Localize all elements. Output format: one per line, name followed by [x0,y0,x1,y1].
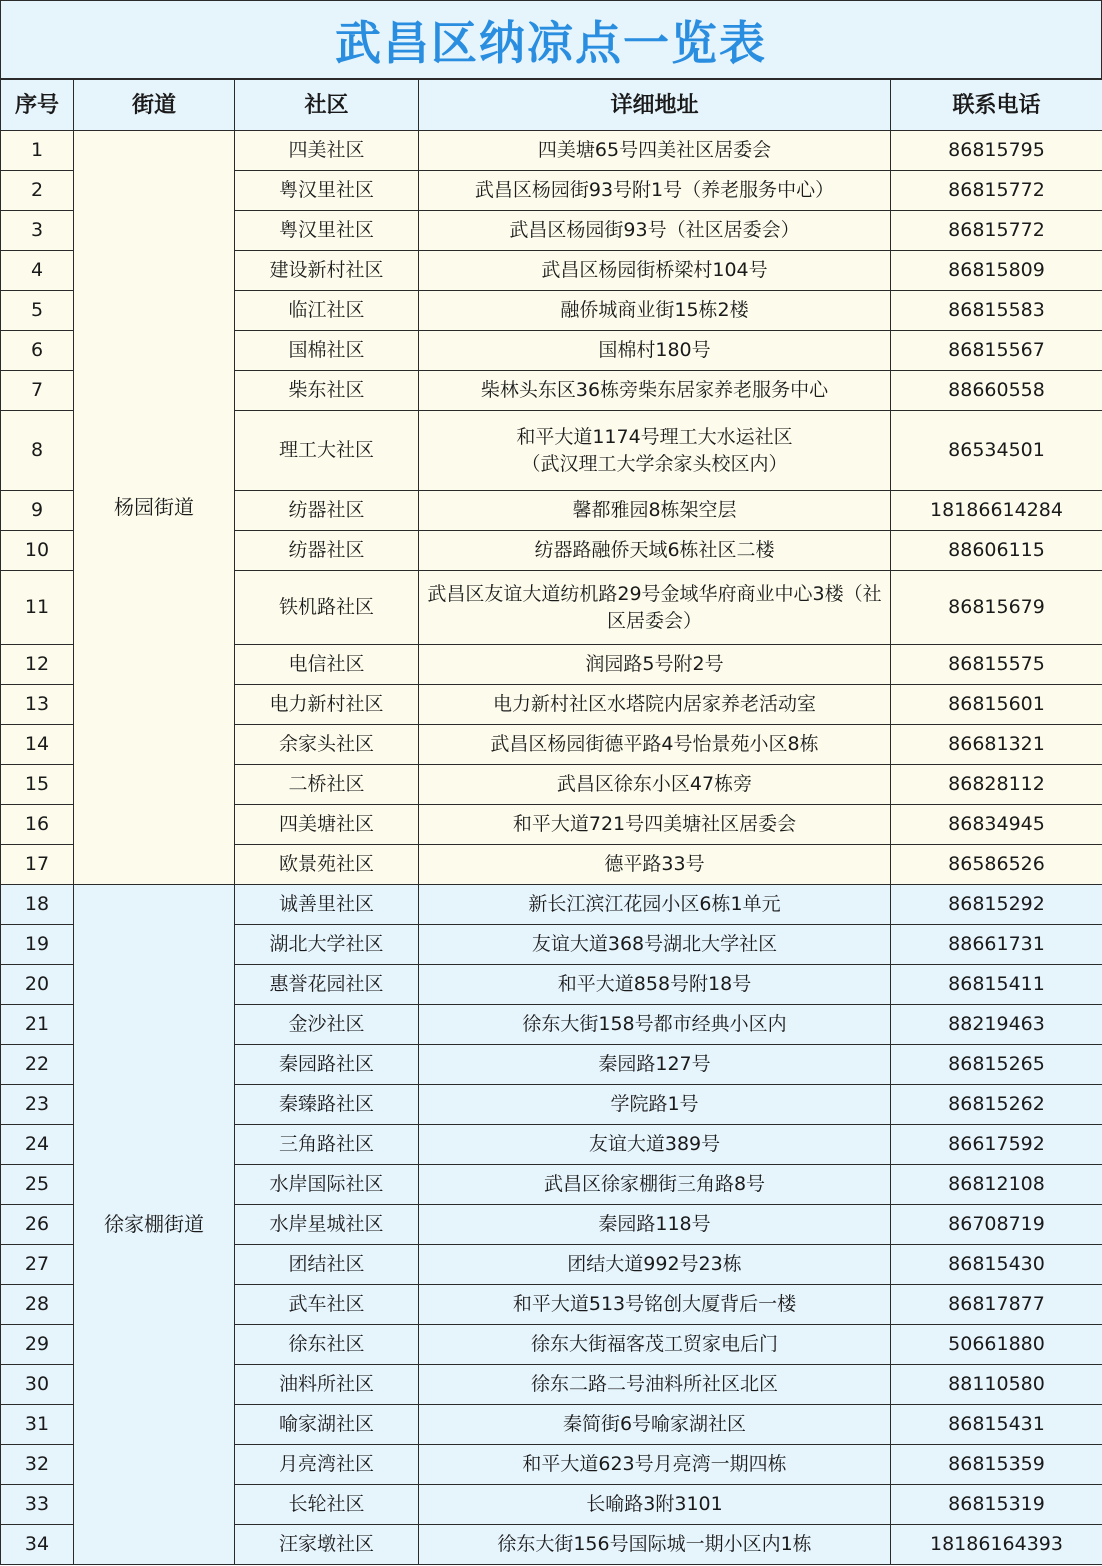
row-phone: 86815319 [891,1485,1102,1525]
row-community: 三角路社区 [235,1125,419,1165]
row-community: 纺器社区 [235,531,419,571]
row-phone: 86617592 [891,1125,1102,1165]
row-community: 秦臻路社区 [235,1085,419,1125]
row-community: 金沙社区 [235,1005,419,1045]
row-phone: 86815601 [891,685,1102,725]
row-community: 粤汉里社区 [235,171,419,211]
row-seq: 14 [1,725,74,765]
row-phone: 86815772 [891,211,1102,251]
row-community: 纺器社区 [235,491,419,531]
row-address: 秦园路127号 [419,1045,891,1085]
row-seq: 4 [1,251,74,291]
row-community: 二桥社区 [235,765,419,805]
row-address: 新长江滨江花园小区6栋1单元 [419,885,891,925]
row-address: 长喻路3附3101 [419,1485,891,1525]
row-address: 纺器路融侨天域6栋社区二楼 [419,531,891,571]
row-seq: 13 [1,685,74,725]
row-community: 惠誉花园社区 [235,965,419,1005]
row-community: 临江社区 [235,291,419,331]
row-community: 建设新村社区 [235,251,419,291]
row-phone: 88219463 [891,1005,1102,1045]
row-seq: 27 [1,1245,74,1285]
row-seq: 34 [1,1525,74,1565]
row-seq: 11 [1,571,74,645]
row-phone: 86815430 [891,1245,1102,1285]
row-phone: 86815292 [891,885,1102,925]
row-phone: 86815262 [891,1085,1102,1125]
row-address: 武昌区杨园街德平路4号怡景苑小区8栋 [419,725,891,765]
row-community: 柴东社区 [235,371,419,411]
row-address: 武昌区徐家棚街三角路8号 [419,1165,891,1205]
row-phone: 86586526 [891,845,1102,885]
row-seq: 1 [1,131,74,171]
row-seq: 31 [1,1405,74,1445]
row-address: 和平大道623号月亮湾一期四栋 [419,1445,891,1485]
row-phone: 86815583 [891,291,1102,331]
row-seq: 32 [1,1445,74,1485]
row-address: 武昌区杨园街93号（社区居委会） [419,211,891,251]
row-seq: 9 [1,491,74,531]
row-address: 友谊大道368号湖北大学社区 [419,925,891,965]
row-community: 油料所社区 [235,1365,419,1405]
page-title: 武昌区纳凉点一览表 [0,0,1102,79]
street-cell: 杨园街道 [74,131,235,885]
row-address: 柴林头东区36栋旁柴东居家养老服务中心 [419,371,891,411]
row-phone: 86534501 [891,411,1102,491]
row-phone: 88606115 [891,531,1102,571]
row-seq: 22 [1,1045,74,1085]
cooling-spots-table [0,79,1102,1565]
row-address: 润园路5号附2号 [419,645,891,685]
row-phone: 86815265 [891,1045,1102,1085]
row-address: 国棉村180号 [419,331,891,371]
row-community: 理工大社区 [235,411,419,491]
header-address: 详细地址 [419,80,891,131]
row-seq: 5 [1,291,74,331]
row-seq: 21 [1,1005,74,1045]
row-address: 团结大道992号23栋 [419,1245,891,1285]
row-address: 和平大道513号铭创大厦背后一楼 [419,1285,891,1325]
header-street: 街道 [74,80,235,131]
row-address: 徐东二路二号油料所社区北区 [419,1365,891,1405]
row-seq: 23 [1,1085,74,1125]
row-community: 四美塘社区 [235,805,419,845]
row-seq: 29 [1,1325,74,1365]
row-address: 徐东大街156号国际城一期小区内1栋 [419,1525,891,1565]
row-community: 水岸国际社区 [235,1165,419,1205]
table-row [1,885,1102,925]
row-phone: 86815431 [891,1405,1102,1445]
street-cell: 徐家棚街道 [74,885,235,1565]
row-seq: 20 [1,965,74,1005]
row-address: 和平大道1174号理工大水运社区 （武汉理工大学余家头校区内） [419,411,891,491]
row-address: 电力新村社区水塔院内居家养老活动室 [419,685,891,725]
row-phone: 86817877 [891,1285,1102,1325]
row-seq: 25 [1,1165,74,1205]
row-phone: 86828112 [891,765,1102,805]
row-seq: 6 [1,331,74,371]
row-seq: 24 [1,1125,74,1165]
row-phone: 88661731 [891,925,1102,965]
row-address: 学院路1号 [419,1085,891,1125]
row-phone: 18186164393 [891,1525,1102,1565]
row-community: 团结社区 [235,1245,419,1285]
row-community: 电信社区 [235,645,419,685]
row-community: 诚善里社区 [235,885,419,925]
row-address: 德平路33号 [419,845,891,885]
row-seq: 30 [1,1365,74,1405]
row-address: 和平大道721号四美塘社区居委会 [419,805,891,845]
row-community: 水岸星城社区 [235,1205,419,1245]
row-phone: 86681321 [891,725,1102,765]
header-phone: 联系电话 [891,80,1102,131]
table-row [1,131,1102,171]
row-phone: 86815679 [891,571,1102,645]
row-seq: 15 [1,765,74,805]
row-community: 湖北大学社区 [235,925,419,965]
row-phone: 18186614284 [891,491,1102,531]
row-address: 武昌区友谊大道纺机路29号金域华府商业中心3楼（社区居委会） [419,571,891,645]
row-community: 秦园路社区 [235,1045,419,1085]
row-seq: 10 [1,531,74,571]
row-seq: 7 [1,371,74,411]
row-community: 欧景苑社区 [235,845,419,885]
row-community: 国棉社区 [235,331,419,371]
row-address: 和平大道858号附18号 [419,965,891,1005]
row-seq: 33 [1,1485,74,1525]
row-seq: 19 [1,925,74,965]
row-seq: 8 [1,411,74,491]
row-phone: 86815411 [891,965,1102,1005]
row-phone: 86815772 [891,171,1102,211]
row-seq: 26 [1,1205,74,1245]
row-community: 喻家湖社区 [235,1405,419,1445]
row-phone: 86815795 [891,131,1102,171]
table-header-row [1,80,1102,131]
row-phone: 86708719 [891,1205,1102,1245]
row-seq: 16 [1,805,74,845]
row-seq: 17 [1,845,74,885]
row-seq: 3 [1,211,74,251]
row-phone: 86815359 [891,1445,1102,1485]
row-seq: 2 [1,171,74,211]
row-phone: 88110580 [891,1365,1102,1405]
row-address: 徐东大街福客茂工贸家电后门 [419,1325,891,1365]
row-community: 电力新村社区 [235,685,419,725]
row-address: 武昌区杨园街93号附1号（养老服务中心） [419,171,891,211]
row-phone: 86815809 [891,251,1102,291]
row-phone: 88660558 [891,371,1102,411]
row-community: 月亮湾社区 [235,1445,419,1485]
row-seq: 12 [1,645,74,685]
row-address: 武昌区杨园街桥梁村104号 [419,251,891,291]
row-address: 友谊大道389号 [419,1125,891,1165]
row-community: 武车社区 [235,1285,419,1325]
row-seq: 18 [1,885,74,925]
row-phone: 50661880 [891,1325,1102,1365]
row-community: 粤汉里社区 [235,211,419,251]
header-community: 社区 [235,80,419,131]
row-address: 徐东大街158号都市经典小区内 [419,1005,891,1045]
header-seq: 序号 [1,80,74,131]
row-phone: 86815567 [891,331,1102,371]
row-community: 余家头社区 [235,725,419,765]
row-community: 长轮社区 [235,1485,419,1525]
row-phone: 86834945 [891,805,1102,845]
row-address: 武昌区徐东小区47栋旁 [419,765,891,805]
row-address: 秦园路118号 [419,1205,891,1245]
row-address: 秦简街6号喻家湖社区 [419,1405,891,1445]
row-address: 融侨城商业街15栋2楼 [419,291,891,331]
row-community: 汪家墩社区 [235,1525,419,1565]
row-community: 徐东社区 [235,1325,419,1365]
table-body [1,131,1102,1565]
row-phone: 86812108 [891,1165,1102,1205]
row-phone: 86815575 [891,645,1102,685]
row-seq: 28 [1,1285,74,1325]
row-community: 铁机路社区 [235,571,419,645]
row-address: 四美塘65号四美社区居委会 [419,131,891,171]
row-community: 四美社区 [235,131,419,171]
row-address: 馨都雅园8栋架空层 [419,491,891,531]
